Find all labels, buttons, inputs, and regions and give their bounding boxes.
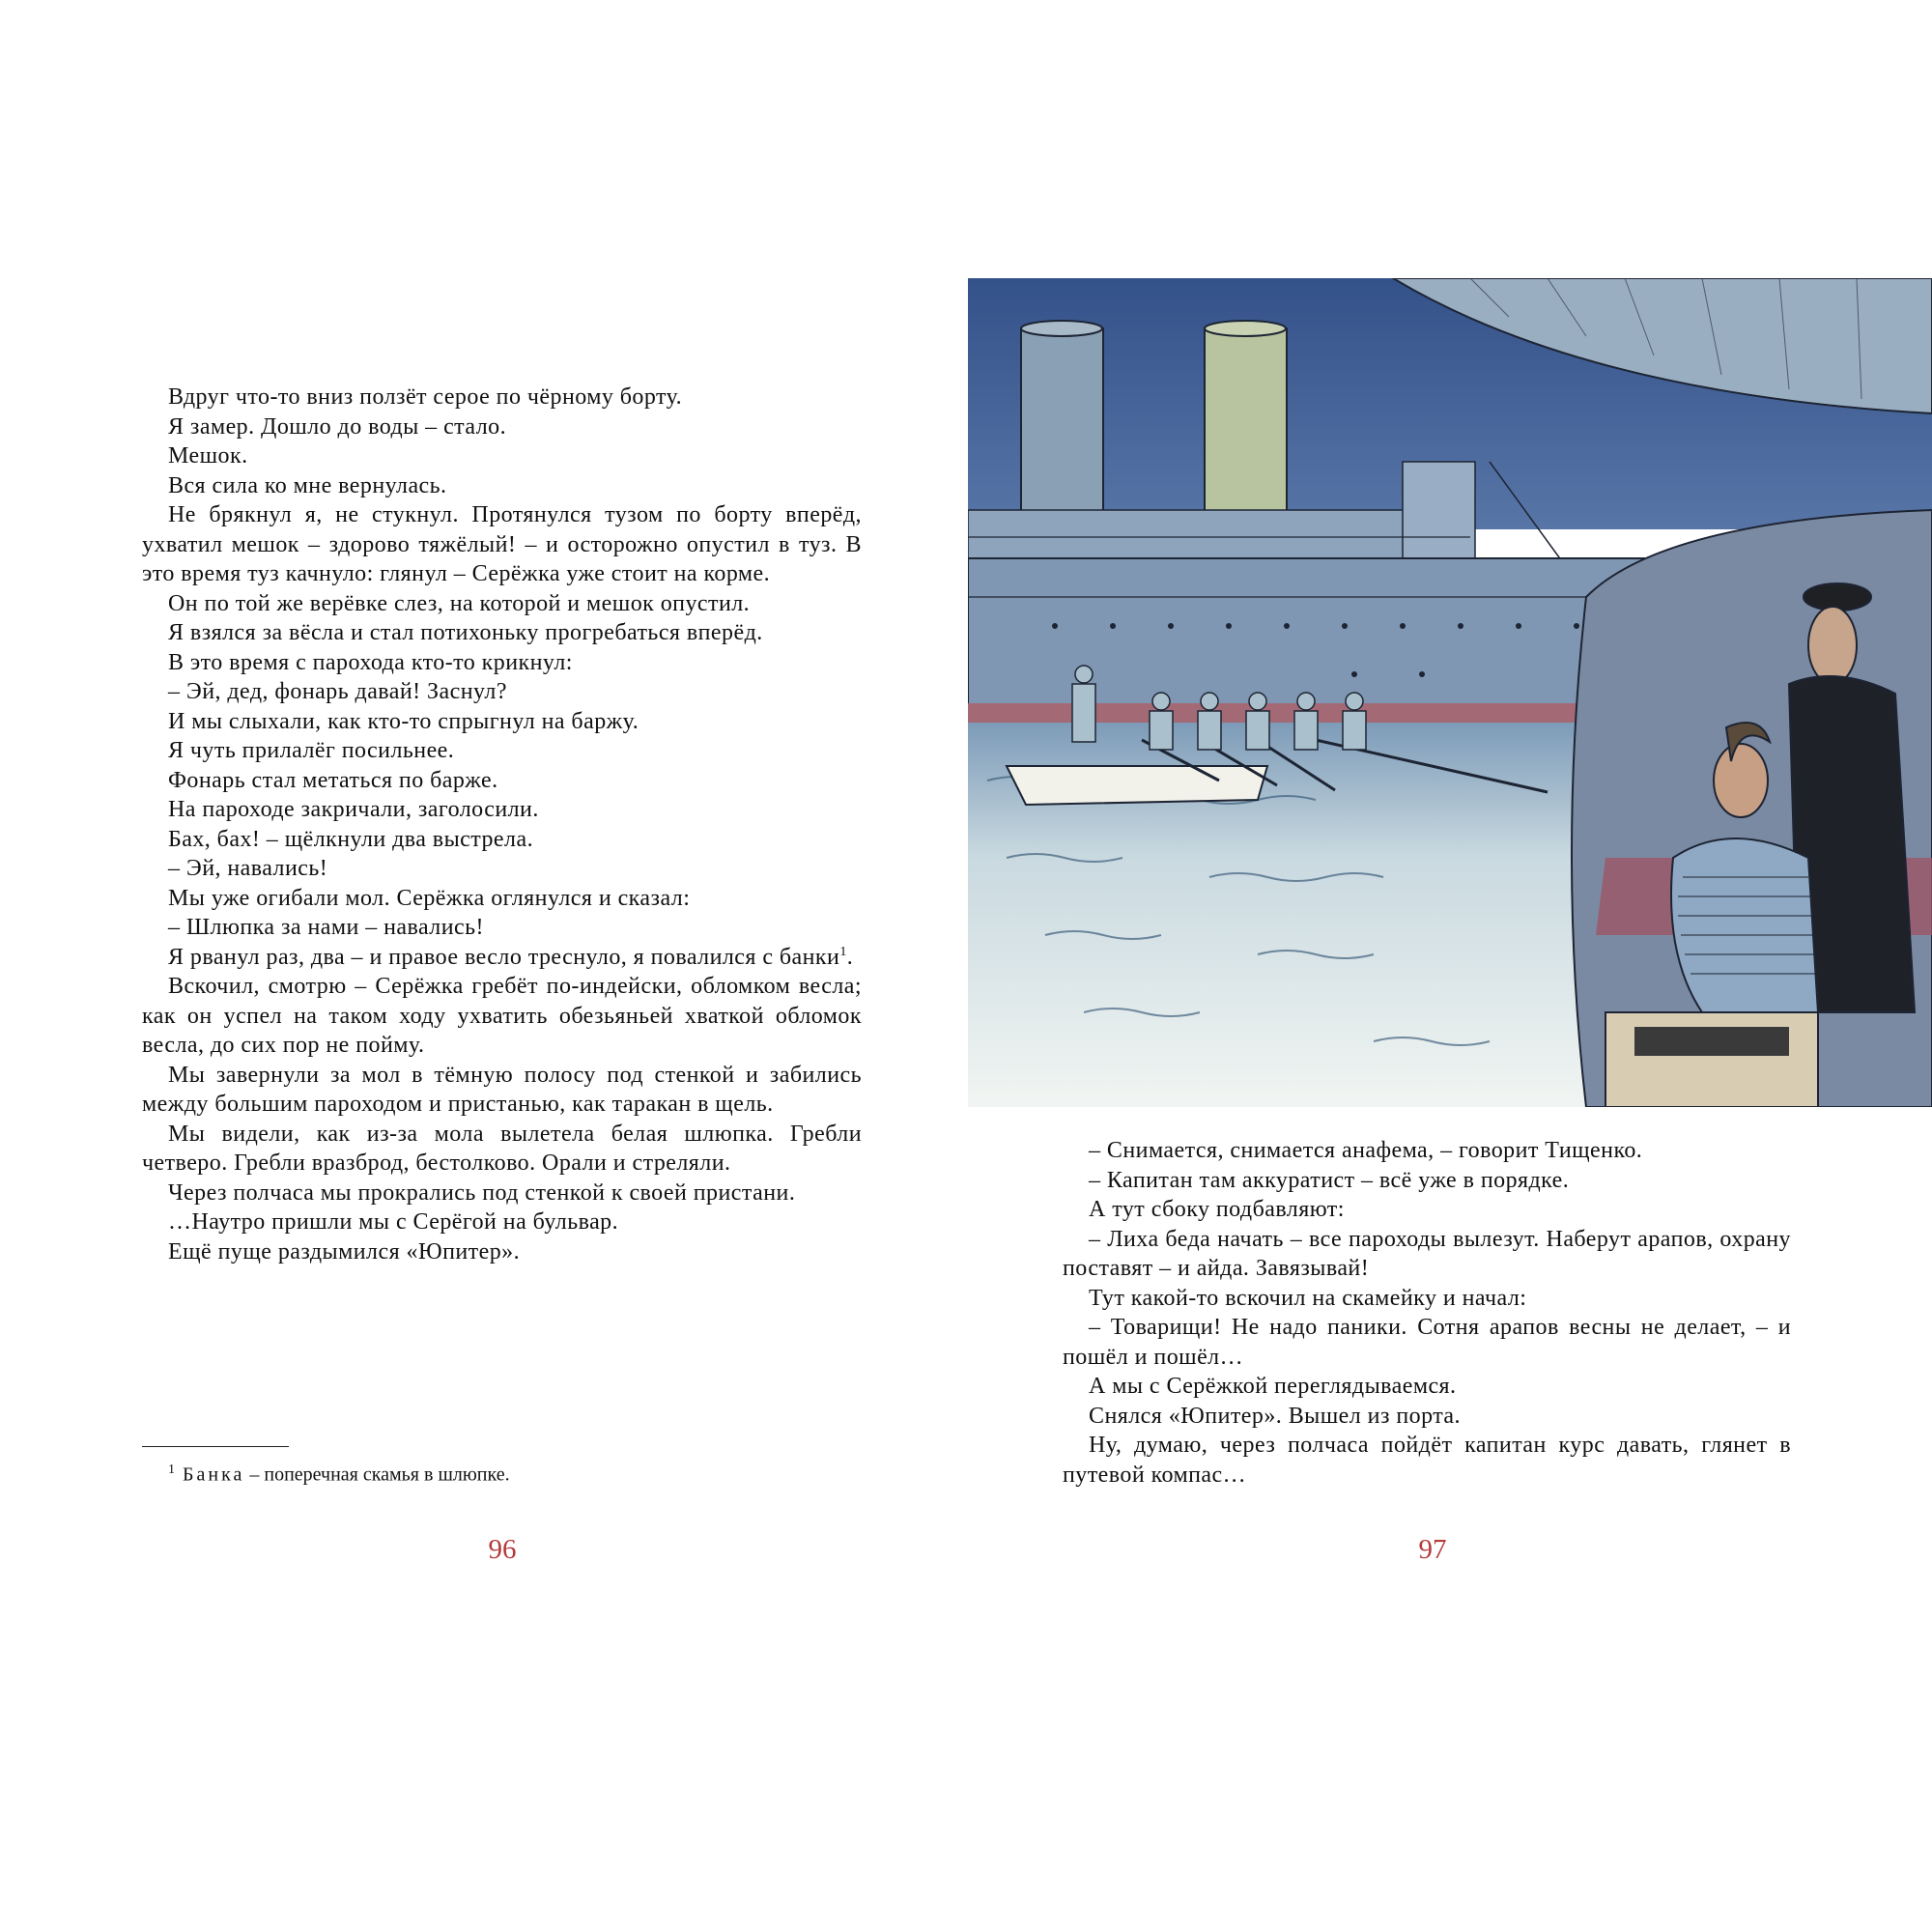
- paragraph: – Снимается, снимается анафема, – говорит Тищенко.: [1089, 1138, 1643, 1163]
- paragraph: А мы с Серёжкой переглядываемся.: [1089, 1374, 1457, 1399]
- paragraph: Бах, бах! – щёлкнули два выстрела.: [168, 826, 534, 852]
- paragraph-with-footnote: Я рванул раз, два – и правое весло треснуло, я повалился с банки$^1$.: [168, 944, 854, 970]
- footnote-term: Банка: [183, 1463, 245, 1486]
- rowboat: [1007, 766, 1267, 805]
- paragraph: Мы уже огибали мол. Серёжка оглянулся и сказал:: [168, 885, 691, 911]
- page-number-left: 96: [488, 1534, 517, 1565]
- paragraph: Я замер. Дошло до воды – стало.: [168, 413, 507, 440]
- paragraph: Вся сила ко мне вернулась.: [168, 472, 447, 498]
- right-page-text: [1063, 1136, 1791, 1490]
- paragraph: Я взялся за вёсла и стал потихоньку прогребаться вперёд.: [168, 620, 763, 645]
- paragraph: – Шлюпка за нами – навались!: [168, 915, 484, 940]
- paragraph: Вскочил, смотрю – Серёжка гребёт по-индейски, обломком весла; как он успел на таком ходу ухватить обезьяньей хваткой обломок весла, до сих пор не пойму.: [142, 974, 862, 1058]
- paragraph: Ещё пуще раздымился «Юпитер».: [168, 1238, 521, 1264]
- footnote-divider: [142, 1446, 289, 1447]
- illustration-harbor-night: [968, 278, 1932, 1107]
- paragraph: – Товарищи! Не надо паники. Сотня арапов весны не делает, – и пошёл и пошёл…: [1063, 1315, 1791, 1370]
- paragraph: Мы видели, как из-за мола вылетела белая шлюпка. Гребли четверо. Гребли вразброд, бестолково. Орали и стреляли.: [142, 1121, 862, 1176]
- paragraph: Мешок.: [168, 443, 248, 469]
- illustration-svg: [968, 278, 1932, 1107]
- paragraph: …Наутро пришли мы с Серёгой на бульвар.: [168, 1209, 619, 1235]
- left-page-text: [142, 383, 862, 1266]
- crate: [1605, 1012, 1818, 1107]
- funnel-left: [1021, 328, 1103, 522]
- paragraph: На пароходе закричали, заголосили.: [168, 797, 539, 822]
- paragraph: И мы слыхали, как кто-то спрыгнул на баржу.: [168, 708, 639, 734]
- footnote-ref[interactable]: 1: [839, 944, 847, 959]
- footnote: [142, 1458, 862, 1488]
- page-number-right: 97: [1418, 1534, 1447, 1565]
- paragraph: Не брякнул я, не стукнул. Протянулся тузом по борту вперёд, ухватил мешок – здорово тяжёлый! – и осторожно опустил в туз. В это время туз качнуло: глянул – Серёжка уже стоит на корме.: [142, 502, 862, 586]
- paragraph: Снялся «Юпитер». Вышел из порта.: [1089, 1403, 1461, 1429]
- paragraph: Он по той же верёвке слез, на которой и мешок опустил.: [168, 590, 751, 616]
- paragraph: Тут какой-то вскочил на скамейку и начал:: [1089, 1285, 1527, 1311]
- paragraph: Вдруг что-то вниз ползёт серое по чёрному борту.: [168, 384, 683, 410]
- paragraph: Фонарь стал метаться по барже.: [168, 767, 498, 793]
- paragraph: – Эй, навались!: [168, 856, 328, 881]
- paragraph: Я чуть прилалёг посильнее.: [168, 738, 455, 763]
- paragraph: В это время с парохода кто-то крикнул:: [168, 649, 573, 675]
- funnel-right: [1205, 328, 1287, 522]
- paragraph: – Капитан там аккуратист – всё уже в порядке.: [1089, 1167, 1570, 1193]
- paragraph: – Лиха беда начать – все пароходы вылезут. Наберут арапов, охрану поставят – и айда. Завязывай!: [1063, 1226, 1791, 1281]
- paragraph-text: Я рванул раз, два – и правое весло треснуло, я повалился с банки: [168, 944, 840, 970]
- paragraph: Через полчаса мы прокрались под стенкой к своей пристани.: [168, 1179, 796, 1206]
- paragraph: А тут сбоку подбавляют:: [1089, 1197, 1345, 1222]
- footnote-definition: – поперечная скамья в шлюпке.: [244, 1463, 510, 1486]
- paragraph: – Эй, дед, фонарь давай! Заснул?: [168, 679, 507, 704]
- footnote-number: 1: [168, 1463, 175, 1477]
- paragraph: Мы завернули за мол в тёмную полосу под стенкой и забились между большим пароходом и пристанью, как таракан в щель.: [142, 1062, 862, 1117]
- paragraph: Ну, думаю, через полчаса пойдёт капитан курс давать, глянет в путевой компас…: [1063, 1433, 1791, 1488]
